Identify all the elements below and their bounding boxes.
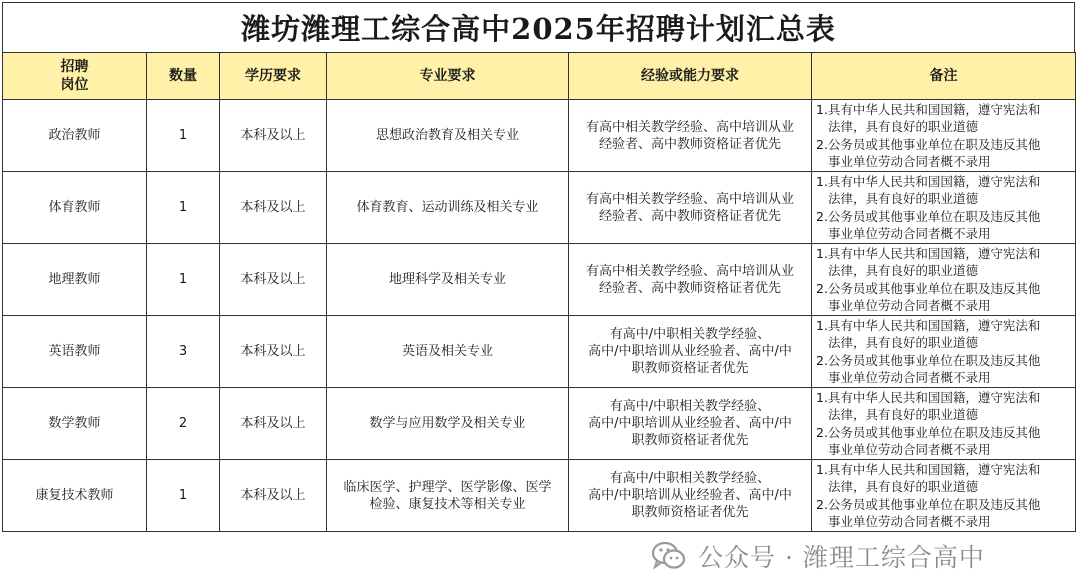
cell-remarks — [812, 172, 1076, 244]
experience-line: 职教师资格证者优先 — [631, 505, 749, 520]
remarks-line: 2.公务员或其他事业单位在职及违反其他 — [816, 424, 1041, 440]
cell-major — [327, 100, 569, 172]
remarks-line: 2.公务员或其他事业单位在职及违反其他 — [816, 208, 1041, 224]
cell-experience — [569, 460, 812, 532]
cell-education: 本科及以上 — [220, 244, 327, 316]
header-remarks: 备注 — [812, 53, 1076, 100]
page-title: 潍坊潍理工综合高中2025年招聘计划汇总表 — [2, 2, 1075, 52]
remarks-line: 1.具有中华人民共和国国籍，遵守宪法和 — [816, 389, 1041, 405]
major-line: 英语及相关专业 — [401, 344, 493, 359]
cell-major — [327, 388, 569, 460]
experience-line: 职教师资格证者优先 — [631, 433, 749, 448]
experience-line: 经验者、高中教师资格证者优先 — [598, 208, 781, 224]
experience-line: 有高中/中职相关教学经验、 — [609, 327, 771, 342]
cell-remarks — [812, 316, 1076, 388]
cell-remarks — [812, 100, 1076, 172]
cell-education: 本科及以上 — [220, 460, 327, 532]
remarks-line: 法律，具有良好的职业道德 — [828, 479, 979, 494]
watermark-text: 公众号 · 潍理工综合高中 — [698, 543, 985, 572]
header-position-line-2: 岗位 — [60, 77, 89, 93]
table-row — [3, 100, 1076, 172]
header-position — [3, 53, 147, 100]
remarks-line: 法律，具有良好的职业道德 — [828, 191, 979, 206]
remarks-line: 法律，具有良好的职业道德 — [828, 335, 979, 350]
remarks-line: 1.具有中华人民共和国国籍，遵守宪法和 — [816, 317, 1041, 333]
cell-position: 体育教师 — [3, 172, 147, 244]
header-row — [3, 53, 1076, 100]
cell-quantity: 1 — [147, 460, 220, 532]
remarks-line: 法律，具有良好的职业道德 — [828, 407, 979, 422]
cell-quantity: 1 — [147, 172, 220, 244]
cell-education: 本科及以上 — [220, 100, 327, 172]
remarks-line: 1.具有中华人民共和国国籍，遵守宪法和 — [816, 101, 1041, 117]
table-row — [3, 172, 1076, 244]
cell-position: 数学教师 — [3, 388, 147, 460]
wechat-icon — [652, 541, 686, 571]
remarks-line: 2.公务员或其他事业单位在职及违反其他 — [816, 352, 1041, 368]
experience-line: 经验者、高中教师资格证者优先 — [598, 136, 781, 152]
cell-major — [327, 172, 569, 244]
cell-major — [327, 460, 569, 532]
recruitment-sheet — [2, 2, 1075, 532]
table-row — [3, 388, 1076, 460]
major-line: 检验、康复技术等相关专业 — [369, 496, 526, 512]
experience-line: 高中/中职培训从业经验者、高中/中 — [588, 488, 792, 503]
experience-line: 有高中/中职相关教学经验、 — [609, 399, 771, 414]
major-line: 数学与应用数学及相关专业 — [369, 416, 526, 431]
watermark — [652, 538, 985, 574]
cell-experience — [569, 100, 812, 172]
remarks-line: 事业单位劳动合同者概不录用 — [828, 442, 991, 457]
remarks-line: 事业单位劳动合同者概不录用 — [828, 370, 991, 385]
cell-experience — [569, 244, 812, 316]
experience-line: 职教师资格证者优先 — [631, 361, 749, 376]
cell-remarks — [812, 460, 1076, 532]
remarks-line: 1.具有中华人民共和国国籍，遵守宪法和 — [816, 461, 1041, 477]
cell-remarks — [812, 388, 1076, 460]
remarks-line: 2.公务员或其他事业单位在职及违反其他 — [816, 280, 1041, 296]
remarks-line: 2.公务员或其他事业单位在职及违反其他 — [816, 136, 1041, 152]
cell-education: 本科及以上 — [220, 172, 327, 244]
remarks-line: 事业单位劳动合同者概不录用 — [828, 226, 991, 241]
experience-line: 高中/中职培训从业经验者、高中/中 — [588, 416, 792, 431]
remarks-line: 1.具有中华人民共和国国籍，遵守宪法和 — [816, 173, 1041, 189]
cell-quantity: 3 — [147, 316, 220, 388]
cell-experience — [569, 316, 812, 388]
remarks-line: 法律，具有良好的职业道德 — [828, 119, 979, 134]
header-major: 专业要求 — [327, 53, 569, 100]
experience-line: 有高中相关教学经验、高中培训从业 — [585, 191, 794, 207]
cell-position: 康复技术教师 — [3, 460, 147, 532]
cell-quantity: 1 — [147, 100, 220, 172]
remarks-line: 2.公务员或其他事业单位在职及违反其他 — [816, 496, 1041, 512]
experience-line: 高中/中职培训从业经验者、高中/中 — [588, 344, 792, 359]
major-line: 体育教育、运动训练及相关专业 — [356, 200, 539, 215]
remarks-line: 1.具有中华人民共和国国籍，遵守宪法和 — [816, 245, 1041, 261]
cell-experience — [569, 388, 812, 460]
major-line: 思想政治教育及相关专业 — [375, 128, 519, 143]
experience-line: 有高中相关教学经验、高中培训从业 — [585, 119, 794, 135]
cell-quantity: 1 — [147, 244, 220, 316]
cell-remarks — [812, 244, 1076, 316]
header-quantity: 数量 — [147, 53, 220, 100]
remarks-line: 法律，具有良好的职业道德 — [828, 263, 979, 278]
header-position-line-1: 招聘 — [60, 59, 89, 75]
remarks-line: 事业单位劳动合同者概不录用 — [828, 514, 991, 529]
cell-experience — [569, 172, 812, 244]
major-line: 临床医学、护理学、医学影像、医学 — [343, 479, 552, 495]
cell-education: 本科及以上 — [220, 388, 327, 460]
remarks-line: 事业单位劳动合同者概不录用 — [828, 154, 991, 169]
header-experience: 经验或能力要求 — [569, 53, 812, 100]
major-line: 地理科学及相关专业 — [388, 272, 506, 287]
cell-major — [327, 244, 569, 316]
table-row — [3, 316, 1076, 388]
experience-line: 有高中相关教学经验、高中培训从业 — [585, 263, 794, 279]
table-row — [3, 244, 1076, 316]
header-education: 学历要求 — [220, 53, 327, 100]
experience-line: 经验者、高中教师资格证者优先 — [598, 280, 781, 296]
recruitment-table — [2, 52, 1076, 532]
cell-major — [327, 316, 569, 388]
cell-position: 地理教师 — [3, 244, 147, 316]
experience-line: 有高中/中职相关教学经验、 — [609, 471, 771, 486]
table-row — [3, 460, 1076, 532]
cell-position: 政治教师 — [3, 100, 147, 172]
cell-education: 本科及以上 — [220, 316, 327, 388]
remarks-line: 事业单位劳动合同者概不录用 — [828, 298, 991, 313]
cell-position: 英语教师 — [3, 316, 147, 388]
cell-quantity: 2 — [147, 388, 220, 460]
